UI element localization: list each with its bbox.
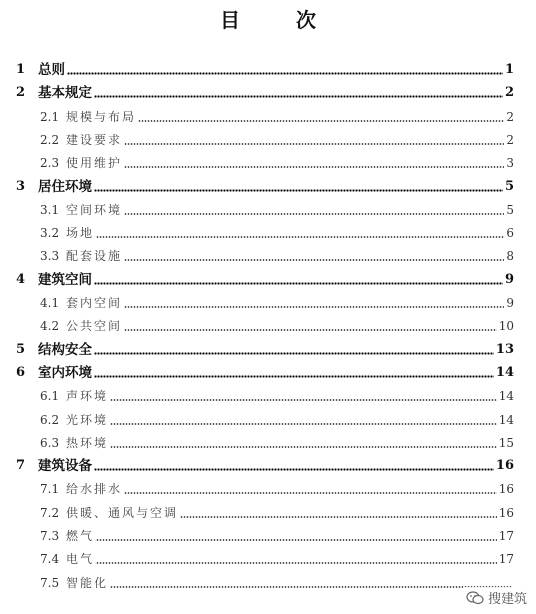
toc-section-row: [40, 549, 514, 567]
toc-leader-dots: [124, 259, 504, 261]
toc-section-row: [40, 293, 514, 311]
toc-section-row: [40, 200, 514, 218]
toc-chapter-row: [16, 456, 514, 474]
toc-leader-dots: [124, 143, 504, 145]
toc-label: 室内环境: [38, 364, 92, 381]
toc-label: 空间环境: [66, 202, 123, 217]
toc-section-row: [40, 223, 514, 241]
toc-page-number: 2: [506, 132, 514, 147]
toc-leader-dots: [94, 352, 494, 355]
toc-page-number: 16: [495, 458, 514, 474]
toc-number: 2.1: [40, 109, 60, 124]
toc-leader-dots: [96, 236, 504, 238]
toc-label: 热环境: [66, 435, 109, 450]
toc-section-row: [40, 153, 514, 171]
toc-leader-dots: [94, 189, 503, 192]
toc-number: 6.2: [40, 412, 60, 427]
toc-page-number: 14: [498, 412, 514, 427]
toc-number: 7.1: [40, 482, 60, 497]
toc-number: 2.2: [40, 132, 60, 147]
toc-page-number: 2: [506, 109, 514, 124]
toc-page-number: 15: [498, 435, 514, 450]
toc-label: 建筑空间: [38, 271, 92, 288]
toc-page-number: 13: [495, 341, 514, 357]
toc-page-number: 3: [506, 156, 514, 171]
toc-number: 7.4: [40, 552, 60, 567]
toc-chapter-row: [16, 340, 514, 358]
toc-label: 配套设施: [66, 249, 123, 264]
toc-number: 3.3: [40, 249, 60, 264]
toc-number: 2.3: [40, 156, 60, 171]
toc-page-number: 16: [498, 505, 514, 520]
toc-label: 场地: [66, 226, 95, 241]
toc-number: 2: [16, 85, 26, 101]
toc-label: 光环境: [66, 412, 109, 427]
toc-page-number: 5: [504, 178, 514, 194]
toc-leader-dots: [67, 72, 503, 75]
toc-label: 基本规定: [38, 85, 92, 102]
toc-number: 7.5: [40, 575, 60, 590]
toc-label: 公共空间: [66, 319, 123, 334]
toc-chapter-row: [16, 83, 514, 101]
toc-label: 建筑设备: [38, 458, 92, 475]
toc-leader-dots: [96, 562, 497, 564]
toc-page-number: 16: [498, 482, 514, 497]
toc-section-row: [40, 130, 514, 148]
toc-label: 供暖、通风与空调: [66, 505, 179, 520]
toc-number: 1: [16, 62, 26, 77]
toc-chapter-row: [16, 363, 514, 381]
toc-page-number: 17: [498, 552, 514, 567]
toc-leader-dots: [94, 468, 494, 471]
toc-page-number: 8: [506, 249, 514, 264]
toc-chapter-row: [16, 60, 514, 78]
toc-section-row: [40, 410, 514, 428]
toc-label: 声环境: [66, 389, 109, 404]
toc-page-number: 10: [498, 319, 514, 334]
toc-label: 智能化: [66, 575, 109, 590]
toc-label: 建设要求: [66, 132, 123, 147]
toc-leader-dots: [124, 492, 497, 494]
toc-section-row: [40, 316, 514, 334]
toc-page-number: 14: [498, 389, 514, 404]
toc-number: 6.3: [40, 435, 60, 450]
toc-label: 套内空间: [66, 296, 123, 310]
wechat-icon: [466, 591, 484, 605]
toc-number: 3.1: [40, 202, 60, 217]
toc-leader-dots: [124, 306, 504, 308]
toc-page-number: 5: [506, 202, 514, 217]
toc-leader-dots: [96, 539, 497, 541]
toc-leader-dots: [110, 399, 497, 401]
toc-label: 结构安全: [38, 341, 92, 358]
toc-page-number: 9: [504, 271, 514, 287]
toc-page-number: 14: [495, 364, 514, 380]
toc-leader-dots: [124, 329, 497, 331]
toc-page-number: 6: [506, 226, 514, 241]
toc-label: 总则: [38, 62, 65, 78]
toc-number: 7.2: [40, 505, 60, 520]
toc-section-row: [40, 573, 514, 591]
toc-chapter-row: [16, 177, 514, 195]
toc-number: 5: [16, 341, 26, 357]
toc-leader-dots: [94, 375, 494, 378]
toc-leader-dots: [110, 446, 497, 448]
toc-number: 6: [16, 364, 26, 380]
watermark-text: 搜建筑: [487, 592, 527, 607]
toc-leader-dots: [94, 282, 503, 285]
toc-number: 4.2: [40, 319, 60, 334]
toc-leader-dots: [180, 516, 497, 518]
toc-section-row: [40, 386, 514, 404]
toc-section-row: [40, 526, 514, 544]
toc-section-row: [40, 479, 514, 497]
toc-number: 6.1: [40, 389, 60, 404]
toc-chapter-row: [16, 270, 514, 288]
toc-number: 3: [16, 178, 26, 194]
toc-label: 给水排水: [66, 482, 123, 497]
toc-number: 7: [16, 458, 26, 474]
toc-section-row: [40, 433, 514, 451]
toc-leader-dots: [110, 423, 497, 425]
watermark: [463, 587, 530, 608]
toc-page-number: 9: [506, 296, 514, 310]
page-title: 目 次: [220, 8, 334, 32]
toc-number: 4.1: [40, 296, 60, 310]
toc-page-number: 17: [498, 529, 514, 543]
toc-section-row: [40, 246, 514, 264]
toc-leader-dots: [94, 95, 503, 98]
toc-section-row: [40, 107, 514, 125]
toc-number: 3.2: [40, 226, 60, 241]
toc-label: 使用维护: [66, 156, 123, 171]
toc-leader-dots: [138, 120, 504, 122]
toc-label: 燃气: [66, 529, 95, 543]
toc-page-number: 1: [504, 62, 514, 77]
toc-page-number: 2: [504, 85, 514, 101]
toc-leader-dots: [124, 166, 504, 168]
toc-leader-dots: [124, 213, 504, 215]
toc-number: 7.3: [40, 529, 60, 543]
toc-label: 规模与布局: [66, 109, 137, 124]
toc-leader-dots: [110, 586, 512, 588]
toc-label: 电气: [66, 552, 95, 567]
toc-section-row: [40, 503, 514, 521]
toc-number: 4: [16, 271, 26, 287]
toc-label: 居住环境: [38, 178, 92, 195]
